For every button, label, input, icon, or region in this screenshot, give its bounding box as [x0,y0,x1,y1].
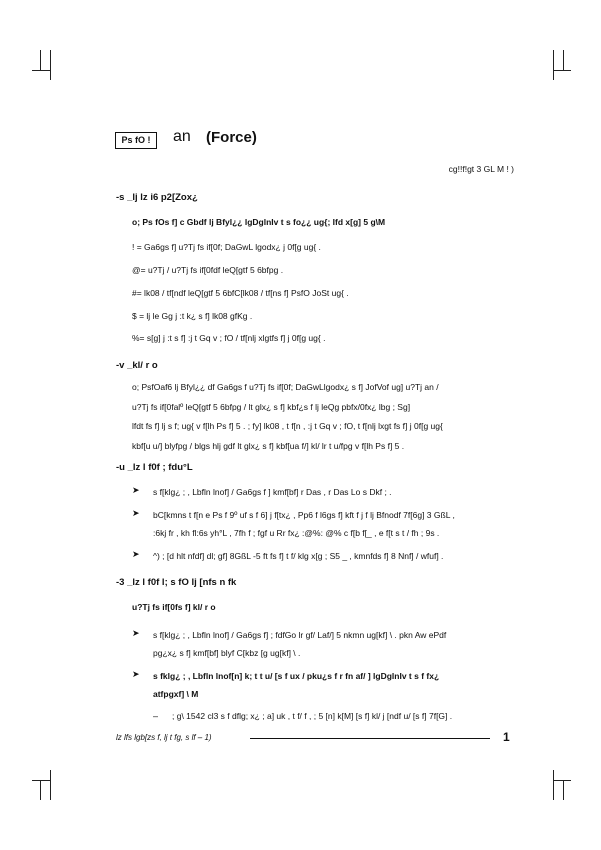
activity-item: s fklg¿ ; , Lbfln lnof[n] k; t t u/ [s f ux / pku¿s f r fn af/ ] lgDglnIv t s f fx¿ atfpgxf] \ M [153,671,440,699]
introduction-paragraph [132,378,512,456]
paragraph-line: o; PsfOaf6 lj Bfyl¿¿ df Ga6gs f u?Tj fs if[0f; DaGwLlgodx¿ s f] JofVof ug] u?Tj an / [132,382,439,392]
arrow-bullet-icon: ➤ [132,669,140,679]
unit-tag: Ps fO ! [115,132,157,149]
section-heading-activities: -3 _lz l f0f l; s fO lj [nfs n fk [116,577,237,588]
objective-item: $ = lj le Gg j :t k¿ s f] lk08 gfKg . [132,311,253,321]
objective-item: %= s[g] j :t s f] :j t Gq v ; fO / tf[nlj xlgtfs f] j 0f[g ug{ . [132,333,326,343]
materials-item: bC[kmns t f[n e Ps f 9º uf s f 6] j f[tx¿ , Pp6 f l6gs f] kft f j f lj Bfnodf 7f[6g] 3 GßL , :6kj fr , kh fl:6s yh°L , 7fh f ; fgf u Rr fx¿ :@%: @% c f[b f[_ , e f[t s t / fh ; 9s . [153,510,455,538]
arrow-bullet-icon: ➤ [132,485,140,495]
period-note: cg!!f!gt 3 GL M ! ) [448,164,514,174]
objectives-intro: o; Ps fOs f] c Gbdf lj Bfyl¿¿ lgDglnIv t s fo¿¿ ug{; Ifd x[g] 5 g\M [132,217,386,227]
footer-rule [250,738,490,739]
dash-bullet: – [153,711,159,721]
objective-item: ! = Ga6gs f] u?Tj fs if[0f; DaGwL lgodx¿ j 0f[g ug{ . [132,242,321,252]
arrow-bullet-icon: ➤ [132,549,140,559]
chapter-title: an [173,128,191,145]
section-heading-materials: -u _lz l f0f ; fdu°L [116,462,193,473]
paragraph-line: lfdt fs f] lj s f; ug{ v f[lh Ps f] 5 . ; fy] lk08 , t f[n , :j t Gq v ; fO, t f[nlj lxgt fs f] j 0f[g ug{ [132,421,443,431]
chapter-title-english: (Force) [206,129,257,146]
paragraph-line: u?Tj fs if[0falº leQ[gtf 5 6bfpg / lt glx¿ s f] kbf¿s f lj leQg pbfx/0fx¿ lbg ; Sg] [132,401,411,412]
activity-subheading: u?Tj fs if[0fs f] kl/ r o [132,602,216,612]
crop-mark [553,780,571,781]
arrow-bullet-icon: ➤ [132,628,140,638]
objective-item: #= lk08 / tf[ndf leQ[gtf 5 6bfC[lk08 / tf[ns f] PsfO JoSt ug{ . [132,288,349,298]
arrow-bullet-icon: ➤ [132,508,140,518]
paragraph-line: kbf[u u/] blyfpg / blgs hlj gdf lt glx¿ s f] kbf[ua f/] kl/ lr t u/fpg v f[lh Ps f] 5 . [132,440,405,451]
objective-item: @= u?Tj / u?Tj fs if[0fdf leQ[gtf 5 6bfpg . [132,265,284,275]
crop-mark [563,780,564,800]
activity-subitem: ; g\ 1542 cl3 s f dflg; x¿ ; a] uk , t f/ f , ; 5 [n] k[M] [s f] kl/ j [ndf u/ [s f] 7f[G] . [172,711,453,721]
crop-mark [563,50,564,70]
crop-mark [553,770,554,800]
crop-mark [40,50,41,70]
activity-item: s f[klg¿ ; , Lbfln lnof] / Ga6gs f] ; fdfGo lr gf/ Laf/] 5 nkmn ug[kf] \ . pkn Aw ePdf pg¿x¿ s f] kmf[bf] blyf C[kbz [g ug[kf] \ . [153,630,447,658]
crop-mark [32,70,50,71]
crop-mark [50,50,51,80]
section-heading-introduction: -v _kl/ r o [116,360,158,371]
footer-text: lz lfs lgb[zs f, lj t fg, s lf – 1) [116,733,212,742]
materials-item: s f[klg¿ ; , Lbfln lnof] / Ga6gs f ] kmf[bf] r Das , r Das Lo s Dkf ; . [153,487,392,497]
crop-mark [32,780,50,781]
crop-mark [553,70,571,71]
section-heading-objectives: -s _lj lz i6 p2[Zox¿ [116,192,198,203]
crop-mark [50,770,51,800]
page-number: 1 [503,730,510,744]
materials-item: ^) ; [d hlt nfdf] dl; gf] 8GßL -5 ft fs f] t f/ klg x[g ; S5 _ , kmnfds f] 8 Nnf] / wfuf] . [153,551,444,561]
crop-mark [553,50,554,80]
crop-mark [40,780,41,800]
